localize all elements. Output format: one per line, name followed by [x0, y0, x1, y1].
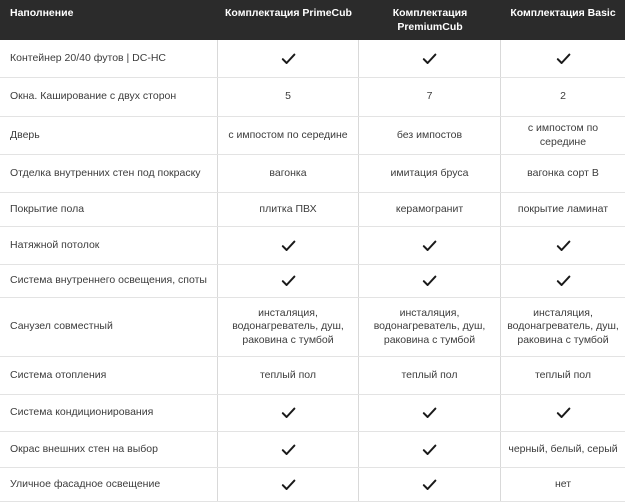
table-row [0, 227, 625, 265]
value-cell-primecub: плитка ПВХ [218, 193, 359, 226]
feature-label: Система отопления [0, 357, 218, 394]
value-cell-premiumcub [359, 227, 501, 264]
column-header-primecub: Комплектация PrimeCub [225, 7, 352, 19]
check-icon [422, 275, 437, 287]
table-row [0, 395, 625, 432]
feature-label: Уличное фасадное освещение [0, 468, 218, 501]
value-cell-premiumcub: имитация бруса [359, 155, 501, 192]
check-icon [422, 479, 437, 491]
value-cell-premiumcub: инсталяция, водонагреватель, душ, раковина с тумбой [359, 298, 501, 356]
check-icon [422, 53, 437, 65]
value-cell-premiumcub: керамогранит [359, 193, 501, 226]
check-icon [281, 275, 296, 287]
check-icon [422, 407, 437, 419]
feature-label: Система внутреннего освещения, споты [0, 265, 218, 297]
table-body [0, 40, 625, 502]
check-icon [422, 444, 437, 456]
value-cell-basic [501, 40, 625, 77]
value-cell-primecub [218, 227, 359, 264]
table-row [0, 357, 625, 395]
value-cell-basic [501, 395, 625, 431]
value-cell-basic: нет [554, 477, 572, 490]
table-row [0, 40, 625, 78]
check-icon [556, 240, 571, 252]
table-row [0, 265, 625, 298]
feature-label: Система кондиционирования [0, 395, 218, 431]
column-header-premiumcub: Комплектация PremiumCub [392, 7, 468, 33]
value-cell-primecub [218, 40, 359, 77]
table-row [0, 78, 625, 117]
check-icon [281, 479, 296, 491]
value-cell-premiumcub [359, 468, 501, 501]
check-icon [422, 240, 437, 252]
feature-label: Отделка внутренних стен под покраску [0, 155, 218, 192]
table-row [0, 117, 625, 155]
value-cell-basic: черный, белый, серый [508, 442, 618, 455]
value-cell-primecub: с импостом по середине [218, 117, 359, 154]
value-cell-primecub [218, 468, 359, 501]
value-cell-primecub: инсталяция, водонагреватель, душ, раковина с тумбой [218, 298, 359, 356]
check-icon [281, 53, 296, 65]
value-cell-premiumcub [359, 40, 501, 77]
value-cell-premiumcub [359, 395, 501, 431]
table-row [0, 193, 625, 227]
value-cell-primecub: теплый пол [218, 357, 359, 394]
feature-label: Натяжной потолок [0, 227, 218, 264]
value-cell-basic [501, 265, 625, 297]
table-row [0, 298, 625, 357]
table-row [0, 155, 625, 193]
feature-label: Окна. Каширование с двух сторон [0, 78, 218, 116]
value-cell-primecub [218, 265, 359, 297]
table-header-row [0, 0, 625, 40]
value-cell-basic: с импостом по середине [527, 121, 599, 148]
value-cell-primecub [218, 432, 359, 467]
column-header-feature: Наполнение [10, 7, 74, 19]
value-cell-basic: покрытие ламинат [517, 202, 609, 215]
feature-label: Дверь [0, 117, 218, 154]
value-cell-primecub: 5 [218, 78, 359, 116]
check-icon [281, 240, 296, 252]
check-icon [281, 407, 296, 419]
feature-label: Покрытие пола [0, 193, 218, 226]
check-icon [556, 407, 571, 419]
check-icon [556, 53, 571, 65]
check-icon [281, 444, 296, 456]
check-icon [556, 275, 571, 287]
value-cell-premiumcub [359, 265, 501, 297]
value-cell-primecub: вагонка [218, 155, 359, 192]
feature-label: Контейнер 20/40 футов | DC-HC [0, 40, 218, 77]
value-cell-basic: теплый пол [534, 368, 592, 381]
table-row [0, 468, 625, 502]
value-cell-premiumcub: теплый пол [359, 357, 501, 394]
feature-label: Окрас внешних стен на выбор [0, 432, 218, 467]
table-row [0, 432, 625, 468]
value-cell-basic: инсталяция, водонагреватель, душ, раковина с тумбой [507, 306, 619, 346]
value-cell-basic: вагонка сорт В [527, 166, 599, 179]
value-cell-premiumcub: без импостов [359, 117, 501, 154]
value-cell-basic: 2 [560, 90, 566, 103]
column-header-basic: Комплектация Basic [510, 7, 616, 19]
value-cell-premiumcub: 7 [359, 78, 501, 116]
feature-label: Санузел совместный [0, 298, 218, 356]
value-cell-basic [501, 227, 625, 264]
value-cell-premiumcub [359, 432, 501, 467]
value-cell-primecub [218, 395, 359, 431]
